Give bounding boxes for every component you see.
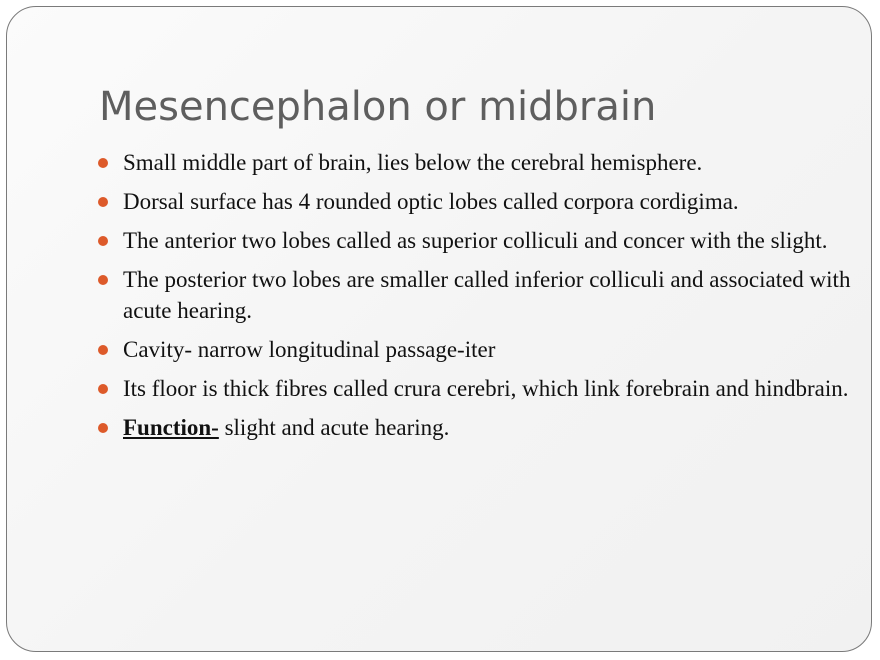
bullet-text: Small middle part of brain, lies below the cerebral hemisphere.	[123, 150, 703, 175]
slide	[6, 6, 872, 652]
bullet-text: Its floor is thick fibres called crura cerebri, which link forebrain and hindbrain.	[123, 376, 849, 401]
bullet-text: slight and acute hearing.	[218, 415, 450, 440]
function-label: Function-	[123, 415, 219, 440]
bullet-item	[123, 334, 853, 365]
slide-title: Mesencephalon or midbrain	[99, 84, 657, 130]
bullet-dot-icon	[98, 384, 108, 394]
bullet-text: Cavity- narrow longitudinal passage-iter	[123, 337, 496, 362]
bullet-item	[123, 264, 853, 326]
bullet-list	[123, 147, 853, 451]
bullet-item	[123, 225, 853, 256]
bullet-item	[123, 186, 853, 217]
bullet-dot-icon	[98, 236, 108, 246]
bullet-item	[123, 147, 853, 178]
bullet-item-function	[123, 412, 853, 443]
bullet-dot-icon	[98, 197, 108, 207]
bullet-dot-icon	[98, 275, 108, 285]
bullet-item	[123, 373, 853, 404]
bullet-dot-icon	[98, 345, 108, 355]
bullet-text: The anterior two lobes called as superior colliculi and concer with the slight.	[123, 228, 828, 253]
bullet-dot-icon	[98, 158, 108, 168]
bullet-dot-icon	[98, 423, 108, 433]
bullet-text: The posterior two lobes are smaller called inferior colliculi and associated with acute hearing.	[123, 267, 851, 323]
bullet-text: Dorsal surface has 4 rounded optic lobes called corpora cordigima.	[123, 189, 739, 214]
